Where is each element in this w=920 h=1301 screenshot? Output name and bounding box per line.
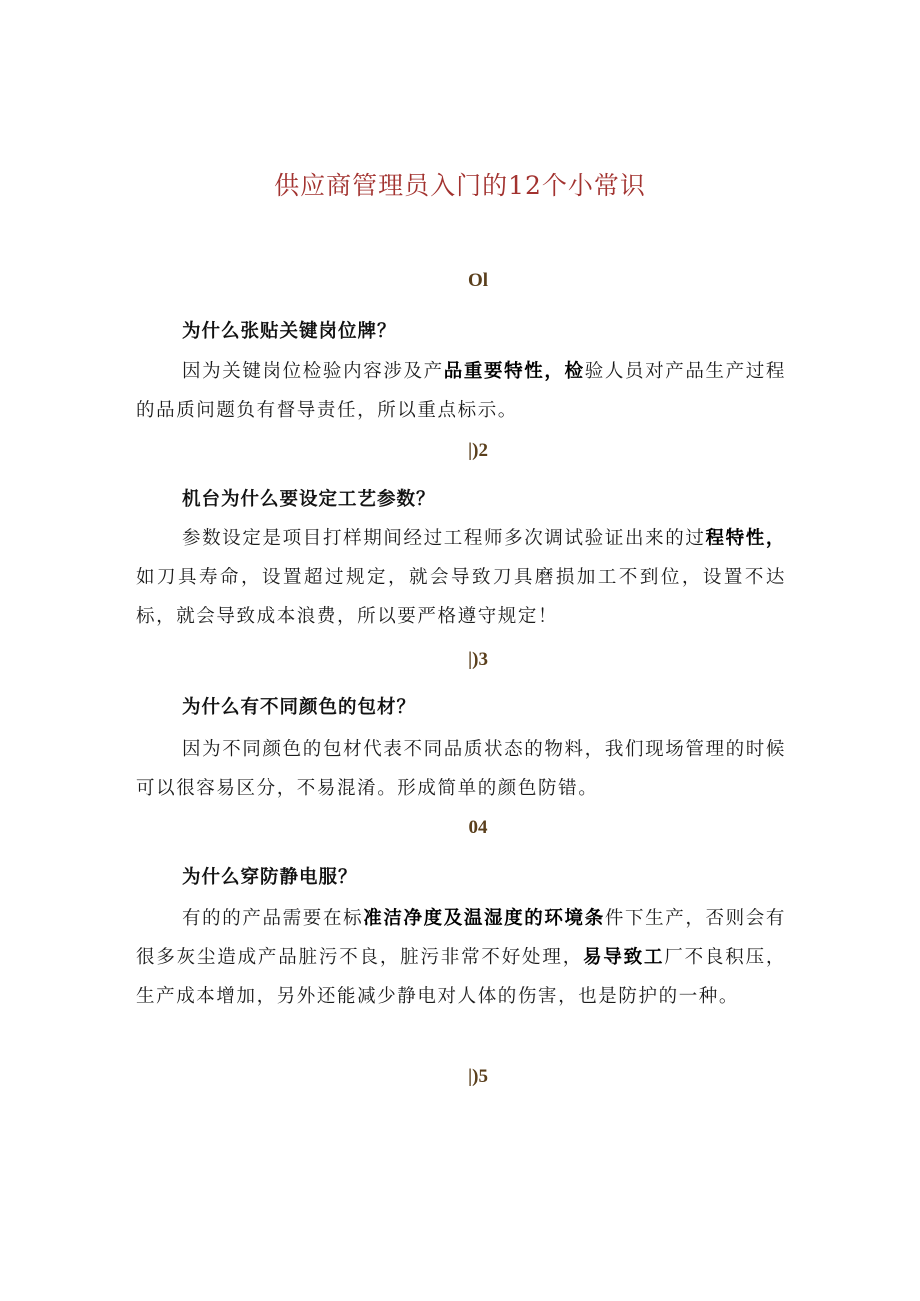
section-number: 04 [468,817,488,838]
answer-text: 厂不良积压，生产成本增加，另外还能减少静电对人体的伤害，也是防护的一种。 [136,947,786,1007]
section-answer [136,352,786,430]
section-question: 为什么有不同颜色的包材？ [182,697,417,718]
answer-text: 验人员对产品生产过程的品质问题负有督导责任，所以重点标示。 [136,361,786,421]
answer-text: 件下生产，否则会有很多灰尘造成产品脏污不良，脏污非常不好处理， [136,908,787,968]
answer-emphasis: 准洁净度及温湿度的环境条 [363,908,605,929]
answer-emphasis: 品重要特性，检 [443,361,585,382]
section-answer [136,519,786,636]
answer-text: 如刀具寿命，设置超过规定，就会导致刀具磨损加工不到位，设置不达标，就会导致成本浪费，所以要严格遵守规定！ [136,567,786,627]
section-answer [136,730,786,808]
section-question: 为什么张贴关键岗位牌？ [182,321,397,342]
answer-text: 因为关键岗位检验内容涉及产 [182,361,444,382]
section-question: 为什么穿防静电服？ [182,867,358,888]
answer-text: 参数设定是项目打样期间经过工程师多次调试验证出来的过 [182,528,706,549]
answer-emphasis: 易导致工 [583,947,665,968]
section-question: 机台为什么要设定工艺参数？ [182,489,436,510]
document-title: 供应商管理员入门的12个小常识 [274,171,646,200]
answer-text: 有的的产品需要在标 [182,908,364,929]
answer-emphasis: 程特性， [705,528,787,549]
section-number: |)3 [467,649,488,670]
section-number: |)2 [467,440,488,461]
section-number: Ol [467,270,489,291]
section-number: |)5 [467,1066,488,1087]
answer-text: 因为不同颜色的包材代表不同品质状态的物料，我们现场管理的时候可以很容易区分，不易混淆。形成简单的颜色防错。 [136,739,786,799]
section-answer [136,899,786,1016]
